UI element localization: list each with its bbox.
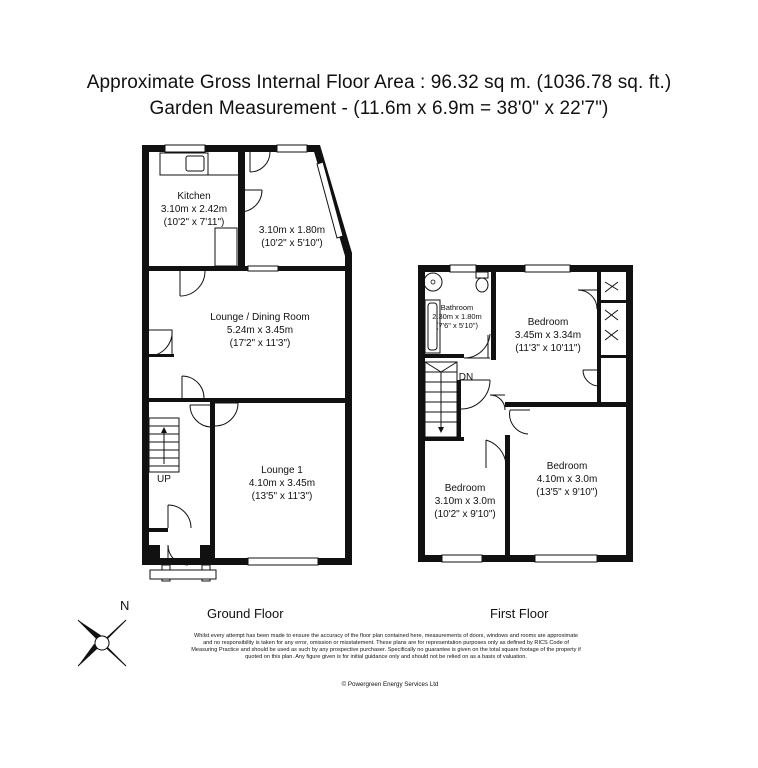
gf-under-stairs-door — [190, 405, 210, 427]
ff-bath-south-wall — [424, 354, 464, 358]
gf-staircase — [149, 418, 179, 472]
gf-kitchen-utility-wall — [238, 145, 245, 270]
ff-wardrobe-wall — [597, 272, 601, 402]
bedroom-a-name: Bedroom — [527, 317, 569, 328]
ground-floor-plan — [142, 145, 352, 581]
kitchen-cupboard — [215, 228, 237, 266]
kitchen-metric: 3.10m x 2.42m — [160, 204, 228, 215]
kitchen-imperial: (10'2" x 7'11") — [163, 217, 225, 228]
first-floor-plan — [418, 265, 633, 562]
first-floor-label: First Floor — [490, 606, 549, 621]
gf-porch-left-block — [148, 545, 160, 565]
kitchen-name: Kitchen — [177, 191, 211, 202]
gf-lounge1-north-wall — [210, 398, 352, 403]
ff-bedroom-c-door — [510, 410, 530, 434]
gf-lounge1-window — [248, 558, 318, 565]
ff-bathroom-window — [450, 265, 476, 272]
bedroom-a-imperial: (11'3" x 10'11") — [515, 343, 581, 354]
lounge-dining-metric: 5.24m x 3.45m — [226, 325, 294, 336]
gf-west-wall — [142, 145, 149, 565]
ff-stair-wall — [457, 380, 461, 440]
ff-bedroom-a-window — [525, 265, 570, 272]
ff-bed-divider-wall — [505, 402, 633, 407]
ff-bedroom-a-door — [490, 395, 505, 410]
gf-hall-lounge1-wall — [210, 398, 215, 563]
gf-cupboard-wall — [148, 354, 174, 357]
ff-basin — [424, 273, 442, 291]
lounge1-name: Lounge 1 — [261, 465, 303, 476]
lounge-dining-name: Lounge / Dining Room — [210, 312, 310, 323]
bedroom-c-metric: 4.10m x 3.0m — [536, 474, 598, 485]
bedroom-a-metric: 3.45m x 3.34m — [514, 330, 582, 341]
ff-east-wall — [626, 265, 633, 562]
ff-toilet-cistern — [476, 272, 488, 278]
lounge-dining-imperial: (17'2" x 11'3") — [229, 338, 291, 349]
compass-north-label: N — [120, 598, 130, 613]
ff-bedroom-b-window — [442, 555, 482, 562]
gf-cupboard-door — [149, 330, 172, 356]
gf-back-door — [250, 152, 270, 172]
utility-imperial: (10'2" x 5'10") — [261, 238, 323, 249]
gf-porch-step — [150, 570, 216, 579]
ff-toilet — [476, 278, 488, 292]
lounge1-metric: 4.10m x 3.45m — [248, 478, 316, 489]
floor-area-title: Approximate Gross Internal Floor Area : 96.32 sq m. (1036.78 sq. ft.) — [86, 72, 672, 93]
ff-staircase — [425, 362, 457, 437]
bathroom-metric: 2.30m x 1.80m — [432, 312, 482, 321]
compass-rose — [78, 620, 126, 666]
ff-landing-door — [461, 380, 490, 409]
bedroom-b-name: Bedroom — [444, 483, 486, 494]
ff-stairs-dn-label: DN — [458, 372, 474, 383]
gf-east-wall — [345, 253, 352, 565]
copyright-credit: © Powergreen Energy Services Ltd — [341, 681, 439, 688]
gf-kitchen-lounge-wall — [142, 266, 352, 271]
disclaimer-text: Whilst every attempt has been made to ensure the accuracy of the floor plan contained here, measurements of doors, windows and rooms are approximate and no responsibility is taken for any error, omission or misstatement. These plans are for representation purposes only as defined by RICS Code of Measuring Practice and should be used as such by any prospective purchaser. Specifically no guarantee is given on the total square footage of the property if quoted on this plan. Any figure given is for initial guidance only and should not be relied on as a basis of valuation. — [191, 633, 581, 660]
gf-hall-door — [182, 376, 204, 398]
ff-bath-bed-wall — [491, 265, 496, 360]
ff-wardrobe-rail — [605, 282, 618, 340]
lounge1-imperial: (13'5" x 11'3") — [251, 491, 313, 502]
gf-stairs-up-label: UP — [157, 474, 171, 485]
bathroom-name: Bathroom — [440, 303, 474, 312]
garden-measurement-title: Garden Measurement - (11.6m x 6.9m = 38'0" x 22'7") — [149, 98, 609, 119]
bedroom-c-imperial: (13'5" x 9'10") — [536, 487, 598, 498]
ff-bedroom-b-door — [486, 440, 506, 468]
bathroom-imperial: (7'6" x 5'10") — [436, 321, 478, 330]
gf-front-door — [168, 505, 191, 528]
ff-bedroom-c-window — [535, 555, 597, 562]
ff-wardrobe-door — [583, 370, 599, 386]
ground-floor-label: Ground Floor — [207, 606, 284, 621]
gf-porch-wall — [148, 528, 168, 532]
ff-wardrobe-shelf2 — [597, 355, 627, 358]
ff-wardrobe-door-2 — [578, 290, 597, 309]
gf-utility-window — [277, 145, 307, 152]
gf-lounge1-door — [215, 403, 238, 426]
gf-lounge-north-window — [248, 266, 278, 271]
ff-bed-bc-wall — [505, 435, 510, 560]
gf-kitchen-window — [165, 145, 205, 152]
utility-metric: 3.10m x 1.80m — [258, 225, 326, 236]
bedroom-b-imperial: (10'2" x 9'10") — [434, 509, 496, 520]
gf-porch-right-block — [200, 545, 212, 565]
kitchen-sink-bowl — [186, 156, 204, 171]
gf-kitchen-door — [180, 271, 205, 296]
gf-hall-wall — [148, 398, 218, 402]
bedroom-c-name: Bedroom — [546, 461, 588, 472]
ff-wardrobe-shelf1 — [597, 300, 627, 303]
ff-west-wall — [418, 265, 425, 562]
ff-bathroom-door — [464, 334, 490, 358]
bedroom-b-metric: 3.10m x 3.0m — [434, 496, 496, 507]
